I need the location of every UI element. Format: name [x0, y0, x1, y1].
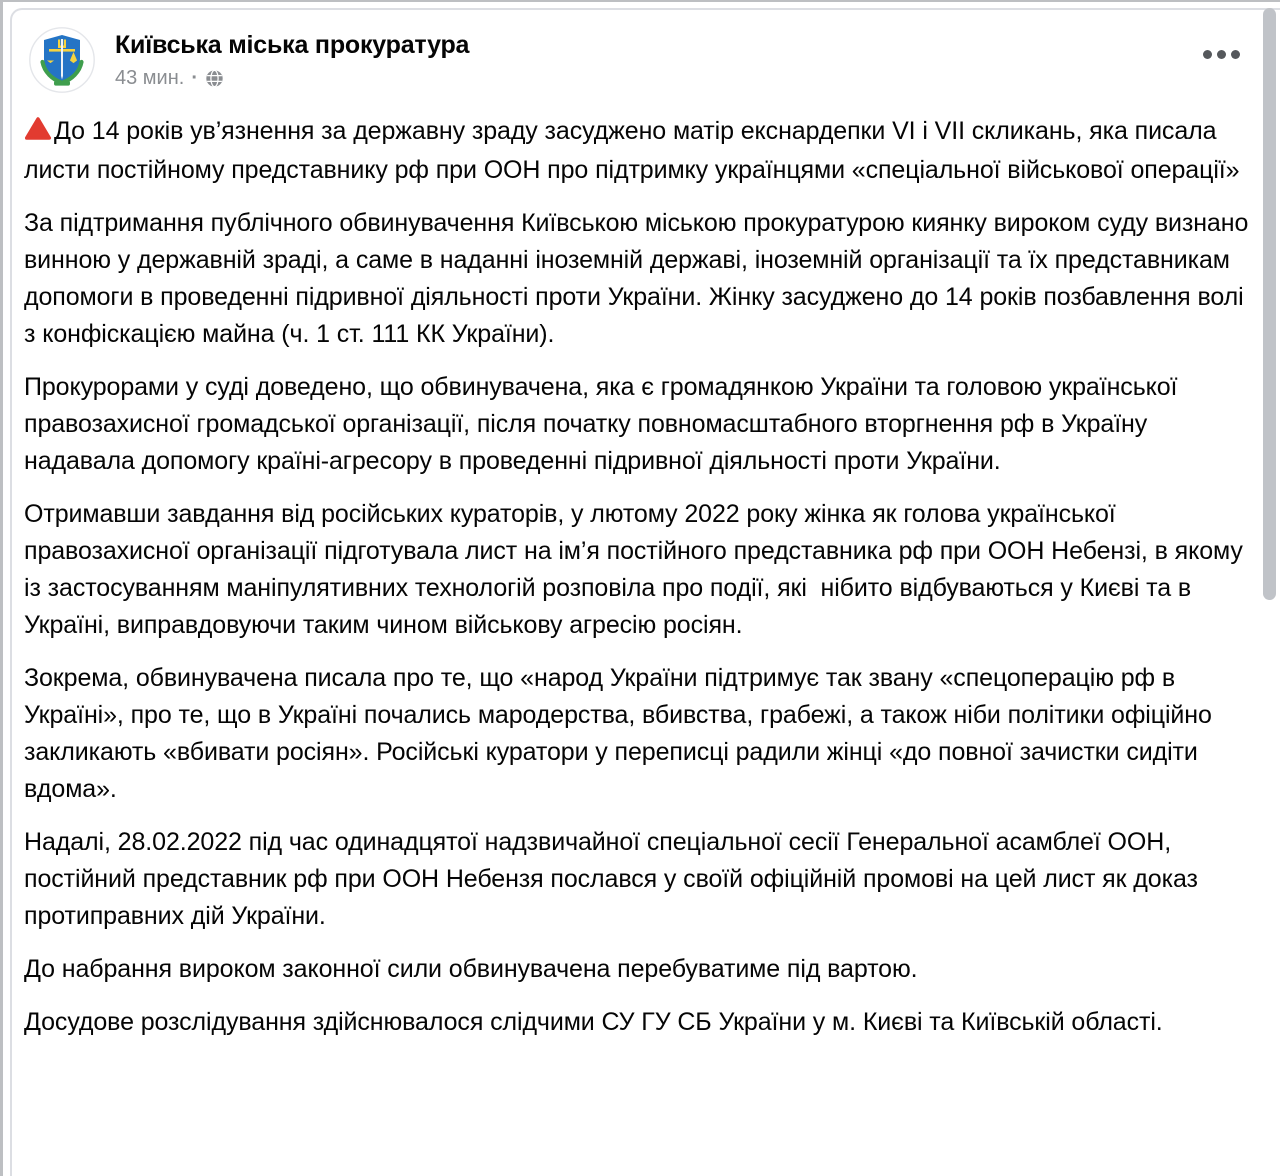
post-paragraph: Отримавши завдання від російських кураторів, у лютому 2022 року жінка як голова української правозахисної організації підготувала лист на ім’я постійного представника рф при ООН Небензі, в якому із застосуванням маніпулятивних технологій розповіла про події, які нібито відбуваються у Києві та в Україні, виправдовуючи таким чином військову агресію росіян. [24, 500, 1250, 639]
post-body [12, 113, 1280, 1041]
page-name-link[interactable]: Київська міська прокуратура [115, 31, 470, 59]
meta-separator: · [191, 67, 198, 89]
paragraph-text: До 14 років ув’язнення за державну зраду засуджено матір екснардепки VI і VII скликань, яка писала листи постійному представнику рф при ООН про підтримку українцями «спеціальної військової операції» [24, 117, 1240, 184]
window-edge-top [0, 0, 1280, 2]
ellipsis-dot [1203, 50, 1212, 59]
post-paragraph [24, 113, 1256, 189]
timestamp[interactable]: 43 мин. [115, 67, 185, 89]
post-paragraph: Надалі, 28.02.2022 під час одинадцятої надзвичайної спеціальної сесії Генеральної асамблеї ООН, постійний представник рф при ООН Небензя послався у своїй офіційній промові на цей лист як доказ протиправних дій України. [24, 828, 1205, 930]
post-paragraph: За підтримання публічного обвинувачення Київською міською прокуратурою киянку вироком суду визнано винною у державній зраді, а саме в наданні іноземній державі, іноземній організації та їх представникам допомоги в проведенні підривної діяльності проти України. Жінку засуджено до 14 років позбавлення волі з конфіскацією майна (ч. 1 ст. 111 КК України). [24, 209, 1256, 348]
prosecutor-emblem-icon [29, 27, 95, 93]
red-triangle-icon [24, 115, 52, 152]
header-text-block [115, 27, 469, 89]
more-options-button[interactable] [1197, 44, 1246, 65]
page-avatar[interactable] [29, 27, 95, 93]
globe-icon [205, 69, 224, 88]
post-paragraph: Досудове розслідування здійснювалося слідчими СУ ГУ СБ України у м. Києві та Київській області. [24, 1008, 1163, 1036]
post-header [12, 10, 1280, 93]
window-edge-left [0, 0, 3, 1176]
post-card [10, 8, 1280, 1176]
post-paragraph: Зокрема, обвинувачена писала про те, що «народ України підтримує так звану «спецоперацію рф в Україні», про те, що в Україні почались мародерства, вбивства, грабежі, а також ніби політики офіційно закликають «вбивати росіян». Російські куратори у переписці радили жінці «до повної зачистки сидіти вдома». [24, 664, 1219, 803]
post-meta [115, 67, 469, 89]
scrollbar-thumb[interactable] [1263, 8, 1276, 600]
post-paragraph: До набрання вироком законної сили обвинувачена перебуватиме під вартою. [24, 955, 918, 983]
ellipsis-dot [1231, 50, 1240, 59]
ellipsis-dot [1217, 50, 1226, 59]
post-paragraph: Прокурорами у суді доведено, що обвинувачена, яка є громадянкою України та головою української правозахисної громадської організації, після початку повномасштабного вторгнення рф в Україну надавала допомогу країні-агресору в проведенні підривної діяльності проти України. [24, 373, 1185, 475]
